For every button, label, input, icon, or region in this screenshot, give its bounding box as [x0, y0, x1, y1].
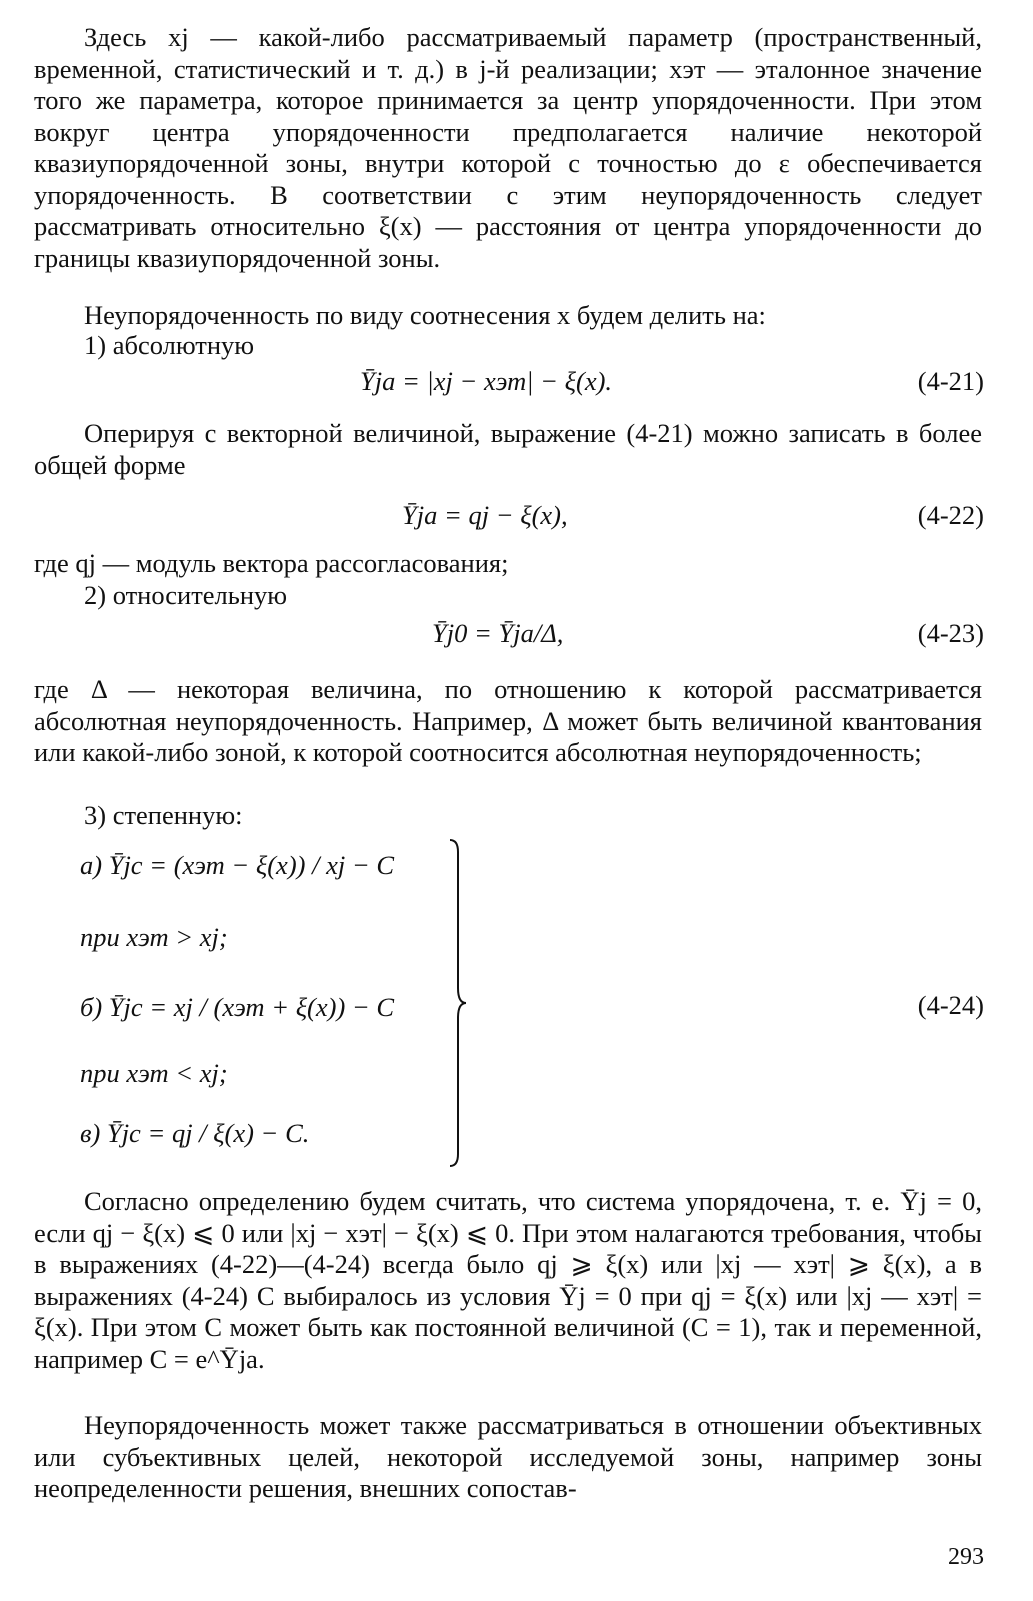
equation-4-21: Ȳja = |xj − xэт| − ξ(x). — [360, 366, 613, 396]
equation-4-24a-condition: при xэт > xj; — [80, 922, 228, 952]
equation-4-23: Ȳj0 = Ȳja/Δ, — [432, 618, 564, 648]
equation-number-4-22: (4-22) — [917, 500, 984, 530]
list-item-relative: 2) относительную — [84, 580, 288, 610]
paragraph-vector-form: Оперируя с векторной величиной, выражение (4-21) можно записать в более общей форме — [34, 418, 982, 480]
equation-number-4-24: (4-24) — [917, 990, 984, 1020]
equation-4-24c: в) Ȳjc = qj / ξ(x) − C. — [80, 1118, 310, 1148]
paragraph-intro: Здесь xj — какой-либо рассматриваемый параметр (пространственный, временной, статистический и т. д.) в j-й реализации; xэт — эталонное значение того же параметра, которое принимается за центр упорядоченности. При этом вокруг центра упорядоченности предполагается наличие некоторой квазиупорядоченной зоны, внутри которой с точностью до ε обеспечивается упорядоченность. В соответствии с этим неупорядоченность следует рассматривать относительно ξ(x) — расстояния от центра упорядоченности до границы квазиупорядоченной зоны. — [34, 22, 982, 273]
paragraph-q-definition: где qj — модуль вектора рассогласования; — [34, 548, 509, 578]
equation-4-24b: б) Ȳjc = xj / (xэт + ξ(x)) − C — [80, 992, 395, 1022]
list-item-power: 3) степенную: — [84, 800, 243, 830]
equation-4-24a: а) Ȳjc = (xэт − ξ(x)) / xj − C — [80, 850, 395, 880]
paragraph-ordered-condition: Согласно определению будем считать, что система упорядочена, т. е. Ȳj = 0, если qj − ξ(x) ⩽ 0 или |xj − xэт| − ξ(x) ⩽ 0. При этом налагаются требования, чтобы в выражениях (4-22)—(4-24) всегда было qj ⩾ ξ(x) или |xj — xэт| ⩾ ξ(x), а в выражениях (4-24) C выбиралось из условия Ȳj = 0 при qj = ξ(x) или |xj — xэт| = ξ(x). При этом C может быть как постоянной величиной (C = 1), так и переменной, например C = e^Ȳja. — [34, 1186, 982, 1374]
paragraph-goals: Неупорядоченность может также рассматриваться в отношении объективных или субъективных целей, некоторой исследуемой зоны, например зоны неопределенности решения, внешних сопостав- — [34, 1410, 982, 1503]
paragraph-classification: Неупорядоченность по виду соотнесения x будем делить на: — [84, 300, 766, 330]
paragraph-delta-definition: где Δ — некоторая величина, по отношению к которой рассматривается абсолютная неупорядоченность. Например, Δ может быть величиной квантования или какой-либо зоной, к которой соотносится абсолютная неупорядоченность; — [34, 674, 982, 767]
page-number: 293 — [948, 1544, 984, 1570]
equation-4-22: Ȳja = qj − ξ(x), — [402, 500, 568, 530]
equation-brace — [448, 838, 468, 1168]
list-item-absolute: 1) абсолютную — [84, 330, 255, 360]
equation-number-4-21: (4-21) — [917, 366, 984, 396]
equation-number-4-23: (4-23) — [917, 618, 984, 648]
equation-4-24b-condition: при xэт < xj; — [80, 1058, 228, 1088]
